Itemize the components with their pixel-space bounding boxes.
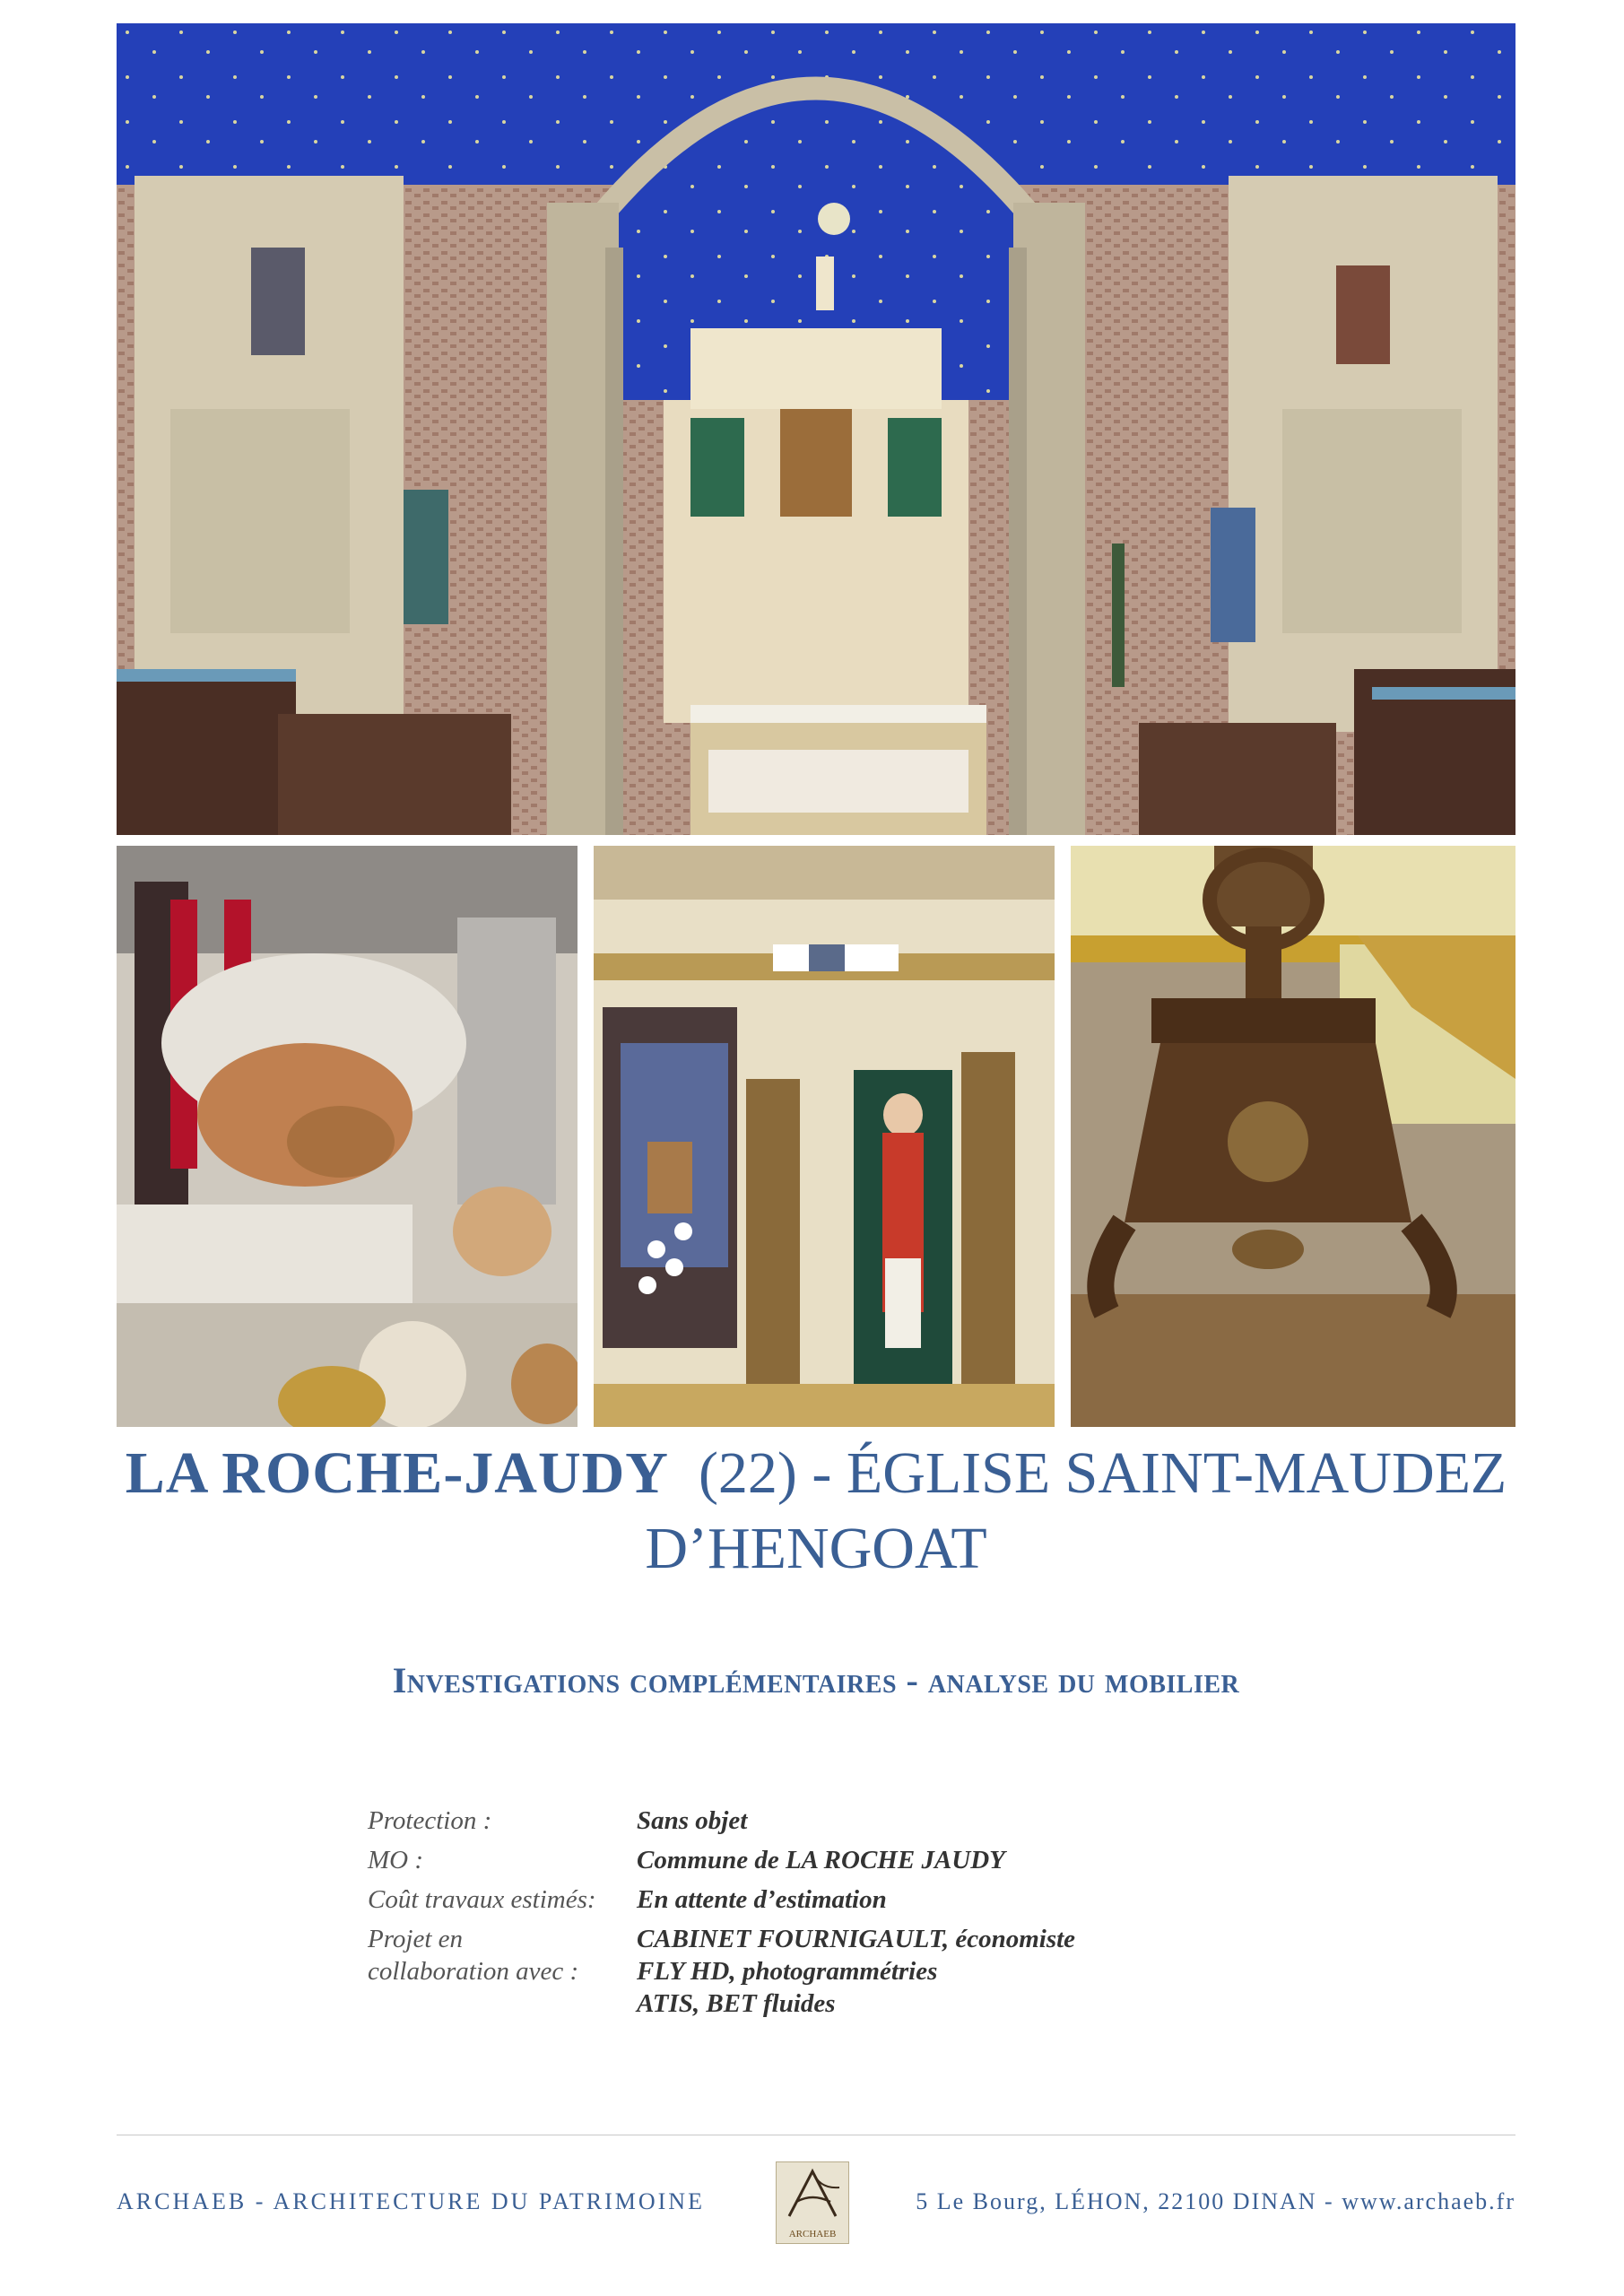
candlestick-detail-photo bbox=[1071, 846, 1515, 1427]
info-value bbox=[637, 1844, 1264, 1876]
footer-right-text: 5 Le Bourg, LÉHON, 22100 DINAN - www.archaeb.fr bbox=[916, 2188, 1515, 2214]
logo-text: ARCHAEB bbox=[788, 2229, 837, 2239]
title-line-2: D’HENGOAT bbox=[645, 1516, 987, 1581]
title-rest: (22) - ÉGLISE SAINT-MAUDEZ bbox=[698, 1440, 1507, 1506]
info-label-line: MO : bbox=[368, 1846, 424, 1874]
info-label bbox=[368, 1844, 637, 1876]
info-value bbox=[637, 1805, 1264, 1837]
info-value-line: En attente d’estimation bbox=[637, 1885, 887, 1914]
footer bbox=[117, 2179, 1515, 2239]
info-value-line: Sans objet bbox=[637, 1806, 748, 1835]
document-subtitle: Investigations complémentaires - analyse du mobilier bbox=[392, 1660, 1240, 1700]
document-title bbox=[117, 1440, 1515, 1581]
info-row bbox=[368, 1923, 1264, 2020]
info-value-line: FLY HD, photogrammétries bbox=[637, 1957, 938, 1986]
info-label-line: Protection : bbox=[368, 1806, 492, 1835]
info-label bbox=[368, 1805, 637, 1837]
info-value-line: ATIS, BET fluides bbox=[637, 1989, 836, 2018]
effigy-detail-photo bbox=[117, 846, 578, 1427]
archaeb-logo bbox=[776, 2161, 849, 2244]
info-label bbox=[368, 1883, 637, 1916]
church-interior-photo bbox=[117, 23, 1515, 835]
info-row bbox=[368, 1844, 1264, 1876]
info-value-line: CABINET FOURNIGAULT, économiste bbox=[637, 1925, 1076, 1953]
info-value bbox=[637, 1923, 1264, 2020]
info-row bbox=[368, 1805, 1264, 1837]
info-label bbox=[368, 1923, 637, 2020]
info-label-line: Coût travaux estimés: bbox=[368, 1885, 596, 1914]
altarpiece-detail-photo bbox=[594, 846, 1055, 1427]
info-row bbox=[368, 1883, 1264, 1916]
footer-left-text: ARCHAEB - ARCHITECTURE DU PATRIMOINE bbox=[117, 2188, 705, 2214]
info-value-line: Commune de LA ROCHE JAUDY bbox=[637, 1846, 1005, 1874]
info-label-line: collaboration avec : bbox=[368, 1957, 579, 1986]
info-value bbox=[637, 1883, 1264, 1916]
project-info-table bbox=[368, 1805, 1264, 2027]
title-place: LA ROCHE-JAUDY bbox=[125, 1440, 669, 1506]
info-label-line: Projet en bbox=[368, 1925, 464, 1953]
